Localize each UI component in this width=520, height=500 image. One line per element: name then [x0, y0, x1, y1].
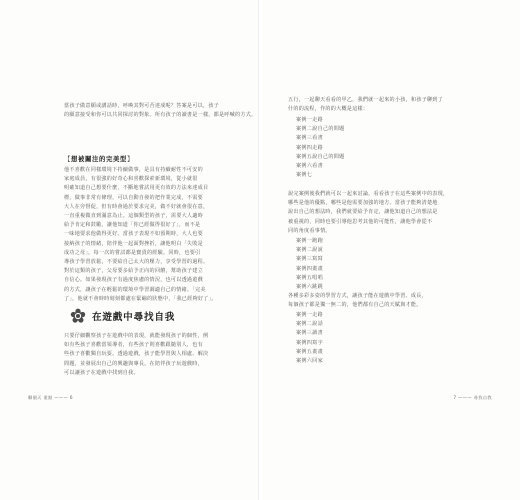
text-line: 對於這類的孩子，父母要多給予正向的回饋，幫助孩子建立: [64, 268, 203, 275]
list-item: 案例二說自己的問題: [296, 126, 345, 133]
subheading: [64, 154, 134, 163]
text-line: 一直重複做直到滿意為止。這個類型的孩子，需要大人適時: [64, 213, 203, 220]
text-line: 被重視的，同時也要引導他思考其他的可能性，讓他學會從不: [288, 218, 433, 225]
text-line: 一味地要求他做得更好。當孩子表現不如預期時，大人也要: [64, 231, 203, 238]
case-list-two: [296, 237, 323, 292]
list-item: 案例五唱唱: [296, 274, 323, 281]
list-item: 案例六跳跳: [296, 283, 323, 290]
case-list-three: [296, 311, 323, 366]
list-item: 案例五說自己的問題: [296, 153, 345, 160]
text-line: 說完案例後我們就可以一起來討論，看看孩子在這些案例中的表現，: [288, 191, 449, 197]
text-line: 如有些孩子喜歡當領導者，有些孩子則喜歡跟隨別人，也有: [64, 342, 203, 349]
text-line: 問題，並發展出自己的興趣與專長。在陪伴孩子玩遊戲時，: [64, 360, 203, 367]
text-line: 給予肯定和鼓勵，讓他知道「你已經做得很好了」，而不是: [64, 222, 201, 229]
text-line: 標，做事非常有條理，可以自動自發的把作業完成，不需要: [64, 194, 203, 201]
text-line: 什的的流程，作的的大概是這樣：: [288, 106, 369, 113]
text-line: 同的角度看事情。: [288, 227, 331, 234]
list-item: 案例四畫畫: [296, 265, 323, 272]
text-line: 每個孩子都是獨一無二的，他們都有自己的天賦與才能。: [288, 302, 422, 309]
list-item: 案例六回家: [296, 357, 323, 364]
heading-bracket-close: 】: [126, 155, 134, 163]
text-line: 他不喜歡在同樣環境下持續做事，是具有持續耐性不可安的: [64, 167, 203, 173]
text-line: 接納孩子的情緒，陪伴他一起面對挫折，讓他明白「失敗是: [64, 240, 203, 247]
list-item: 案例七: [296, 172, 313, 179]
right-note-paragraph: [288, 292, 430, 310]
list-item: 案例三讀書: [296, 330, 323, 337]
left-page: [0, 0, 259, 500]
text-line: 明確知道自己想要什麼，不斷地嘗試用更有效的方法來達成目: [64, 185, 209, 192]
case-list-one: [296, 116, 345, 180]
list-item: 案例二說話: [296, 321, 323, 328]
text-line: 哪些是他的優點，哪些是他需要加強的地方。當孩子能夠清楚地: [288, 200, 438, 207]
section-title: [70, 306, 175, 326]
right-page: [262, 0, 520, 500]
text-line: 的願意接受和你可以共同探討的對象。所有孩子的讀書是一樣，都是呼喊的方式。: [64, 112, 257, 119]
list-item: 案例二說說: [296, 247, 323, 254]
page-folio-left: 聊個天 重點 ——— 6: [28, 395, 73, 400]
right-body-paragraph: [288, 190, 449, 236]
text-line: 些孩子喜歡獨自玩耍。透過遊戲，孩子能學習與人相處、解決: [64, 351, 209, 358]
section-title-text: 在遊戲中尋找自我: [92, 312, 176, 323]
text-line: 可以讓孩子在遊戲中找到自我。: [64, 369, 139, 376]
list-item: 案例三寫寫: [296, 256, 323, 263]
page-folio-right: 7 ——— 尋找自我: [453, 395, 492, 400]
list-item: 案例一走路: [296, 117, 323, 123]
text-line: 當孩子做意願或講話時，呼喚其對可否達成呢？答案是可以，孩子: [64, 103, 219, 109]
text-line: 導孩子學習放鬆，不要給自己太大的壓力，享受學習的過程。: [64, 259, 209, 266]
text-line: 只要仔細觀察孩子在遊戲中的表現，就能發現孩子的個性，例: [64, 333, 209, 339]
right-intro-paragraph: [288, 96, 443, 114]
text-line: 成功之母」，每一次的嘗試都是寶貴的經驗。同時，也要引: [64, 249, 201, 256]
list-item: 案例一走路: [296, 312, 323, 318]
text-line: 五行，一起聊天看看的甲乙，我們就一起來的小孩，和孩子聊到了: [288, 97, 443, 103]
intro-paragraph: [64, 102, 257, 120]
subheading-text: 想被關注的完美型: [71, 155, 127, 163]
text-line: 自信心。如果發現孩子有過度焦慮的情況，也可以透過遊戲: [64, 277, 203, 284]
text-line: 說出自己的想法時，我們就要給予肯定，讓他知道自己的想法是: [288, 209, 438, 216]
list-item: 案例四走路: [296, 144, 323, 151]
text-line: 大人在旁督促，但有時會過於要求完美，做不好就會很在意，: [64, 203, 209, 210]
flower-badge-icon: [70, 308, 86, 324]
section-paragraph: [64, 332, 214, 378]
text-line: 的方式，讓孩子在輕鬆的環境中學習調適自己的情緒。「完美: [64, 286, 206, 293]
text-line: 家庭成員，有很強的好奇心和喜歡探索新環境，從小就很: [64, 176, 198, 183]
list-item: 案例六看書: [296, 162, 323, 169]
list-item: 案例四寫字: [296, 339, 323, 346]
body-paragraph: [64, 166, 217, 304]
text-line: 了」，他就不會時時刻刻都處在緊繃的狀態中，「我已經夠好了」。: [64, 295, 217, 302]
list-item: 案例三看書: [296, 135, 323, 142]
list-item: 案例五畫畫: [296, 348, 323, 355]
heading-bracket-open: 【: [64, 155, 71, 163]
text-line: 各種多彩多姿的學習方式，讓孩子能在遊戲中學習、成長，: [288, 293, 427, 299]
list-item: 案例一跑跑: [296, 238, 323, 244]
